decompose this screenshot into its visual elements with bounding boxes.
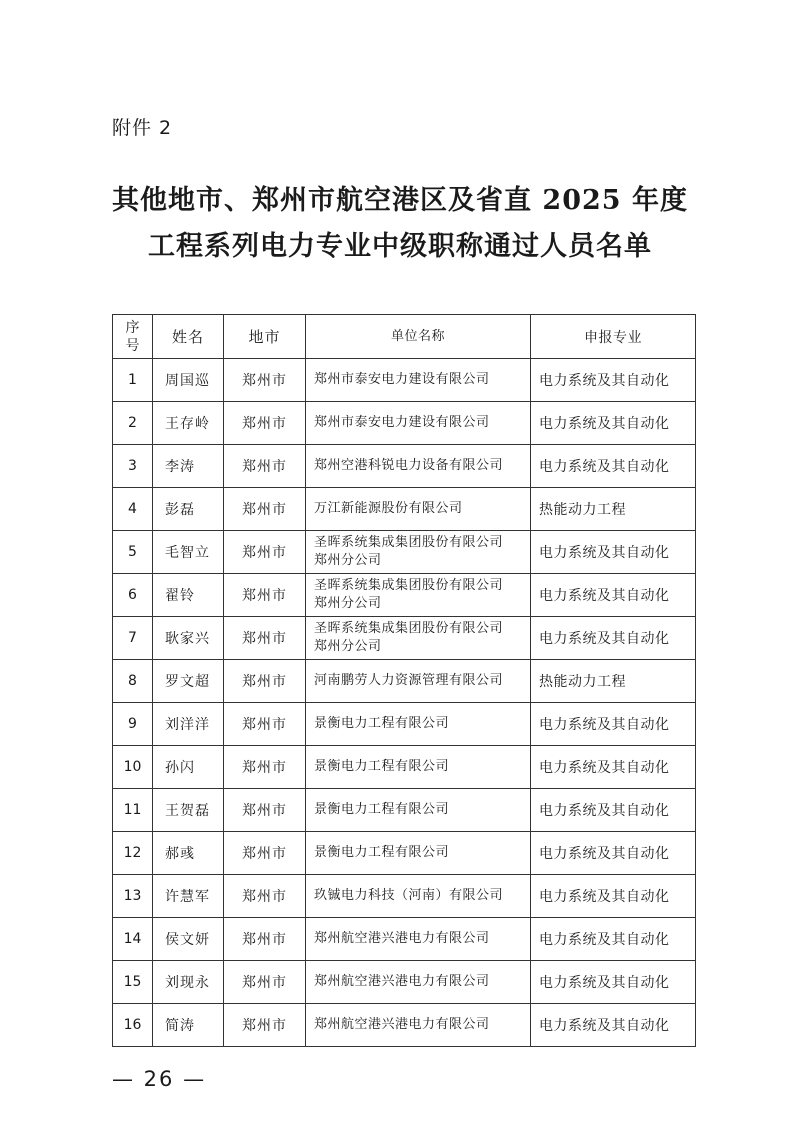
cell-city: 郑州市 <box>224 531 306 574</box>
cell-unit <box>306 961 531 1004</box>
cell-seq: 15 <box>113 961 153 1004</box>
cell-unit-line: 河南鹏劳人力资源管理有限公司 <box>314 673 504 688</box>
table-row <box>113 617 696 660</box>
cell-unit <box>306 703 531 746</box>
cell-name: 王贺磊 <box>153 789 224 832</box>
cell-unit <box>306 531 531 574</box>
cell-unit <box>306 1004 531 1047</box>
cell-city: 郑州市 <box>224 832 306 875</box>
cell-unit <box>306 574 531 617</box>
cell-unit-line: 郑州市泰安电力建设有限公司 <box>314 372 490 387</box>
cell-unit-line: 郑州空港科锐电力设备有限公司 <box>314 458 504 473</box>
cell-unit-line: 圣晖系统集成集团股份有限公司 <box>314 578 504 593</box>
cell-major: 电力系统及其自动化 <box>531 703 696 746</box>
cell-major: 电力系统及其自动化 <box>531 918 696 961</box>
cell-city: 郑州市 <box>224 359 306 402</box>
table-row <box>113 789 696 832</box>
header-seq-line1: 序 <box>125 319 140 336</box>
cell-city: 郑州市 <box>224 1004 306 1047</box>
table-row <box>113 918 696 961</box>
cell-unit-line: 郑州航空港兴港电力有限公司 <box>314 974 490 989</box>
cell-seq: 5 <box>113 531 153 574</box>
cell-name: 罗文超 <box>153 660 224 703</box>
cell-major: 电力系统及其自动化 <box>531 789 696 832</box>
cell-major: 电力系统及其自动化 <box>531 961 696 1004</box>
table-row <box>113 1004 696 1047</box>
table-row <box>113 488 696 531</box>
cell-unit <box>306 359 531 402</box>
cell-name: 简涛 <box>153 1004 224 1047</box>
table-row <box>113 832 696 875</box>
cell-name: 李涛 <box>153 445 224 488</box>
cell-unit <box>306 832 531 875</box>
cell-city: 郑州市 <box>224 445 306 488</box>
table-row <box>113 574 696 617</box>
cell-major: 电力系统及其自动化 <box>531 574 696 617</box>
cell-unit-line: 郑州市泰安电力建设有限公司 <box>314 415 490 430</box>
cell-city: 郑州市 <box>224 488 306 531</box>
cell-name: 刘洋洋 <box>153 703 224 746</box>
header-city: 地市 <box>224 315 306 359</box>
cell-major: 热能动力工程 <box>531 660 696 703</box>
cell-major: 电力系统及其自动化 <box>531 1004 696 1047</box>
cell-unit <box>306 875 531 918</box>
cell-unit <box>306 746 531 789</box>
cell-seq: 4 <box>113 488 153 531</box>
cell-seq: 2 <box>113 402 153 445</box>
table-row <box>113 746 696 789</box>
page-number: — 26 — <box>112 1067 207 1091</box>
cell-seq: 14 <box>113 918 153 961</box>
cell-major: 电力系统及其自动化 <box>531 875 696 918</box>
cell-unit-line: 万江新能源股份有限公司 <box>314 501 463 516</box>
header-major: 申报专业 <box>531 315 696 359</box>
cell-unit-line: 郑州分公司 <box>314 553 382 568</box>
cell-unit <box>306 789 531 832</box>
cell-city: 郑州市 <box>224 703 306 746</box>
cell-seq: 7 <box>113 617 153 660</box>
cell-unit <box>306 918 531 961</box>
cell-seq: 13 <box>113 875 153 918</box>
table-row <box>113 445 696 488</box>
cell-seq: 10 <box>113 746 153 789</box>
cell-name: 刘现永 <box>153 961 224 1004</box>
cell-major: 电力系统及其自动化 <box>531 445 696 488</box>
cell-unit-line: 圣晖系统集成集团股份有限公司 <box>314 621 504 636</box>
cell-city: 郑州市 <box>224 402 306 445</box>
cell-unit-line: 圣晖系统集成集团股份有限公司 <box>314 535 504 550</box>
cell-unit-line: 景衡电力工程有限公司 <box>314 759 450 774</box>
cell-city: 郑州市 <box>224 660 306 703</box>
cell-unit-line: 景衡电力工程有限公司 <box>314 716 450 731</box>
cell-unit <box>306 617 531 660</box>
table-row <box>113 703 696 746</box>
cell-major: 电力系统及其自动化 <box>531 746 696 789</box>
cell-city: 郑州市 <box>224 617 306 660</box>
cell-major: 电力系统及其自动化 <box>531 531 696 574</box>
cell-city: 郑州市 <box>224 875 306 918</box>
cell-name: 侯文妍 <box>153 918 224 961</box>
cell-unit-line: 景衡电力工程有限公司 <box>314 802 450 817</box>
cell-city: 郑州市 <box>224 789 306 832</box>
cell-name: 许慧军 <box>153 875 224 918</box>
cell-seq: 3 <box>113 445 153 488</box>
cell-unit-line: 郑州分公司 <box>314 639 382 654</box>
cell-unit-line: 郑州航空港兴港电力有限公司 <box>314 931 490 946</box>
cell-seq: 1 <box>113 359 153 402</box>
cell-unit <box>306 660 531 703</box>
header-seq-line2: 号 <box>125 337 140 354</box>
cell-seq: 6 <box>113 574 153 617</box>
cell-major: 电力系统及其自动化 <box>531 359 696 402</box>
table-header-row <box>113 315 696 359</box>
header-seq <box>113 315 153 359</box>
cell-unit <box>306 402 531 445</box>
cell-name: 孙闪 <box>153 746 224 789</box>
header-name: 姓名 <box>153 315 224 359</box>
cell-city: 郑州市 <box>224 574 306 617</box>
cell-seq: 8 <box>113 660 153 703</box>
cell-city: 郑州市 <box>224 918 306 961</box>
cell-city: 郑州市 <box>224 746 306 789</box>
cell-unit-line: 郑州分公司 <box>314 596 382 611</box>
table-body <box>113 359 696 1047</box>
cell-name: 王存岭 <box>153 402 224 445</box>
cell-unit <box>306 488 531 531</box>
cell-seq: 12 <box>113 832 153 875</box>
table-row <box>113 531 696 574</box>
cell-name: 郝彧 <box>153 832 224 875</box>
table-row <box>113 660 696 703</box>
attachment-label: 附件 2 <box>112 117 173 139</box>
cell-name: 翟铃 <box>153 574 224 617</box>
cell-major: 电力系统及其自动化 <box>531 617 696 660</box>
table-row <box>113 402 696 445</box>
document-title-line-1: 其他地市、郑州市航空港区及省直 2025 年度 <box>112 185 688 216</box>
table-row <box>113 359 696 402</box>
cell-name: 周国巡 <box>153 359 224 402</box>
table-row <box>113 875 696 918</box>
cell-name: 耿家兴 <box>153 617 224 660</box>
cell-major: 热能动力工程 <box>531 488 696 531</box>
cell-seq: 16 <box>113 1004 153 1047</box>
cell-unit-line: 郑州航空港兴港电力有限公司 <box>314 1017 490 1032</box>
table-row <box>113 961 696 1004</box>
cell-unit-line: 景衡电力工程有限公司 <box>314 845 450 860</box>
cell-seq: 11 <box>113 789 153 832</box>
cell-seq: 9 <box>113 703 153 746</box>
cell-name: 毛智立 <box>153 531 224 574</box>
cell-major: 电力系统及其自动化 <box>531 402 696 445</box>
personnel-table <box>112 314 696 1047</box>
document-title-line-2: 工程系列电力专业中级职称通过人员名单 <box>148 231 652 262</box>
cell-major: 电力系统及其自动化 <box>531 832 696 875</box>
cell-city: 郑州市 <box>224 961 306 1004</box>
cell-name: 彭磊 <box>153 488 224 531</box>
cell-unit-line: 玖铖电力科技（河南）有限公司 <box>314 888 504 903</box>
cell-unit <box>306 445 531 488</box>
header-unit: 单位名称 <box>306 315 531 359</box>
